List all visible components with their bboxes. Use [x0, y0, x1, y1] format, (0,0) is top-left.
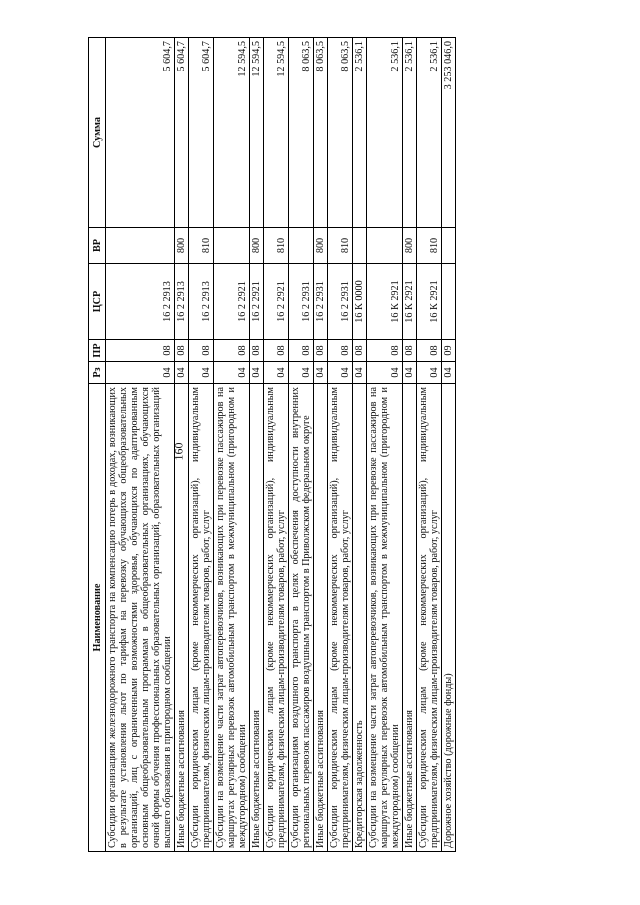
- row-name: Дорожное хозяйство (дорожные фонды): [442, 384, 456, 852]
- row-pr: 09: [442, 340, 456, 362]
- row-rz: 04: [367, 362, 403, 384]
- row-sum: 12 594,5: [214, 38, 250, 228]
- table-row: [264, 38, 289, 852]
- row-csr: 16 2 2921: [250, 264, 264, 340]
- row-pr: 08: [403, 340, 417, 362]
- row-vr: 800: [175, 228, 189, 264]
- row-sum: 8 063,5: [328, 38, 353, 228]
- row-vr: [367, 228, 403, 264]
- row-rz: 04: [106, 362, 175, 384]
- row-csr: 16 2 2913: [175, 264, 189, 340]
- row-name: Субсидии юридическим лицам (кроме некоммерческих организаций), индивидуальным предпринимателям, физическим лицам-производителям товаров, работ, услуг: [328, 384, 353, 852]
- table-row: [250, 38, 264, 852]
- row-vr: 800: [250, 228, 264, 264]
- header-csr: ЦСР: [89, 264, 106, 340]
- table-row: [353, 38, 367, 852]
- row-rz: 04: [250, 362, 264, 384]
- header-vr: ВР: [89, 228, 106, 264]
- row-csr: 16 К 2921: [417, 264, 442, 340]
- table-row: [214, 38, 250, 852]
- row-csr: 16 2 2931: [289, 264, 314, 340]
- row-sum: 2 536,1: [403, 38, 417, 228]
- table-row: [328, 38, 353, 852]
- row-vr: [289, 228, 314, 264]
- rotated-budget-table: [88, 38, 546, 852]
- row-rz: 04: [417, 362, 442, 384]
- row-rz: 04: [353, 362, 367, 384]
- row-pr: 08: [353, 340, 367, 362]
- row-vr: [353, 228, 367, 264]
- row-name: Субсидии организациям железнодорожного транспорта на компенсацию потерь в доходах, возникающих в результате установления льгот по тарифам на перевозку обучающихся общеобразовательных организаций, лиц с ограниченными возможностями здоровья, обучающихся по адаптированным основным общеобразовательным программам в общеобразовательных организациях, обучающихся очной формы обучения профессиональных образовательных организаций, образовательных организаций высшего образования в пригородном сообщении: [106, 384, 175, 852]
- table-row: [289, 38, 314, 852]
- row-name: Субсидии на возмещение части затрат автоперевозчиков, возникающих при перевозке пассажиров на маршрутах регулярных перевозок автомобильным транспортом в межмуниципальном (пригородном и междугородном) сообщении: [214, 384, 250, 852]
- row-csr: 16 2 2931: [314, 264, 328, 340]
- row-csr: [442, 264, 456, 340]
- row-vr: 810: [264, 228, 289, 264]
- header-pr: ПР: [89, 340, 106, 362]
- row-csr: 16 2 2921: [214, 264, 250, 340]
- row-name: Субсидии на возмещение части затрат автоперевозчиков, возникающих при перевозке пассажиров на маршрутах регулярных перевозок автомобильным транспортом в межмуниципальном (пригородном и междугородном) сообщении: [367, 384, 403, 852]
- row-name: Кредиторская задолженность: [353, 384, 367, 852]
- row-sum: 5 604,7: [175, 38, 189, 228]
- row-sum: 2 536,1: [367, 38, 403, 228]
- row-vr: 810: [189, 228, 214, 264]
- row-csr: 16 К 2921: [403, 264, 417, 340]
- row-name: Субсидии юридическим лицам (кроме некоммерческих организаций), индивидуальным предпринимателям, физическим лицам-производителям товаров, работ, услуг: [264, 384, 289, 852]
- row-csr: 16 К 0000: [353, 264, 367, 340]
- table-row: [106, 38, 175, 852]
- table-row: [403, 38, 417, 852]
- row-vr: 800: [314, 228, 328, 264]
- row-rz: 04: [264, 362, 289, 384]
- row-pr: 08: [367, 340, 403, 362]
- row-vr: [106, 228, 175, 264]
- budget-table: [88, 37, 456, 852]
- row-vr: 810: [417, 228, 442, 264]
- row-pr: 08: [314, 340, 328, 362]
- row-pr: 08: [417, 340, 442, 362]
- row-rz: 04: [442, 362, 456, 384]
- row-csr: 16 2 2913: [189, 264, 214, 340]
- table-row: [314, 38, 328, 852]
- row-sum: 8 063,5: [314, 38, 328, 228]
- header-rz: Рз: [89, 362, 106, 384]
- row-name: Иные бюджетные ассигнования: [175, 384, 189, 852]
- row-rz: 04: [314, 362, 328, 384]
- row-sum: 12 594,5: [250, 38, 264, 228]
- row-csr: 16 2 2921: [264, 264, 289, 340]
- row-sum: 12 594,5: [264, 38, 289, 228]
- table-row: [442, 38, 456, 852]
- row-vr: 800: [403, 228, 417, 264]
- row-rz: 04: [214, 362, 250, 384]
- row-pr: 08: [328, 340, 353, 362]
- row-name: Иные бюджетные ассигнования: [314, 384, 328, 852]
- row-csr: 16 2 2913: [106, 264, 175, 340]
- row-name: Субсидии юридическим лицам (кроме некоммерческих организаций), индивидуальным предпринимателям, физическим лицам-производителям товаров, работ, услуг: [417, 384, 442, 852]
- row-rz: 04: [175, 362, 189, 384]
- row-vr: [442, 228, 456, 264]
- header-name: Наименование: [89, 384, 106, 852]
- row-rz: 04: [189, 362, 214, 384]
- row-vr: 810: [328, 228, 353, 264]
- row-pr: 08: [175, 340, 189, 362]
- row-pr: 08: [106, 340, 175, 362]
- row-csr: 16 2 2931: [328, 264, 353, 340]
- table-row: [367, 38, 403, 852]
- row-sum: 2 536,1: [353, 38, 367, 228]
- row-name: Субсидии организациям воздушного транспорта в целях обеспечения доступности внутренних региональных перевозок пассажиров воздушным транспортом в Приволжском федеральном округе: [289, 384, 314, 852]
- row-sum: 5 604,7: [106, 38, 175, 228]
- row-rz: 04: [328, 362, 353, 384]
- row-pr: 08: [214, 340, 250, 362]
- table-row: [189, 38, 214, 852]
- row-rz: 04: [403, 362, 417, 384]
- table-row: [417, 38, 442, 852]
- row-name: Иные бюджетные ассигнования: [403, 384, 417, 852]
- row-vr: [214, 228, 250, 264]
- row-rz: 04: [289, 362, 314, 384]
- row-csr: 16 К 2921: [367, 264, 403, 340]
- row-sum: 5 604,7: [189, 38, 214, 228]
- row-pr: 08: [250, 340, 264, 362]
- page-number: 160: [171, 442, 186, 461]
- table-header-row: [89, 38, 106, 852]
- row-sum: 3 253 046,0: [442, 38, 456, 228]
- row-pr: 08: [289, 340, 314, 362]
- table-row: [175, 38, 189, 852]
- header-sum: Сумма: [89, 38, 106, 228]
- row-pr: 08: [264, 340, 289, 362]
- row-pr: 08: [189, 340, 214, 362]
- row-name: Иные бюджетные ассигнования: [250, 384, 264, 852]
- row-name: Субсидии юридическим лицам (кроме некоммерческих организаций), индивидуальным предпринимателям, физическим лицам-производителям товаров, работ, услуг: [189, 384, 214, 852]
- row-sum: 8 063,5: [289, 38, 314, 228]
- row-sum: 2 536,1: [417, 38, 442, 228]
